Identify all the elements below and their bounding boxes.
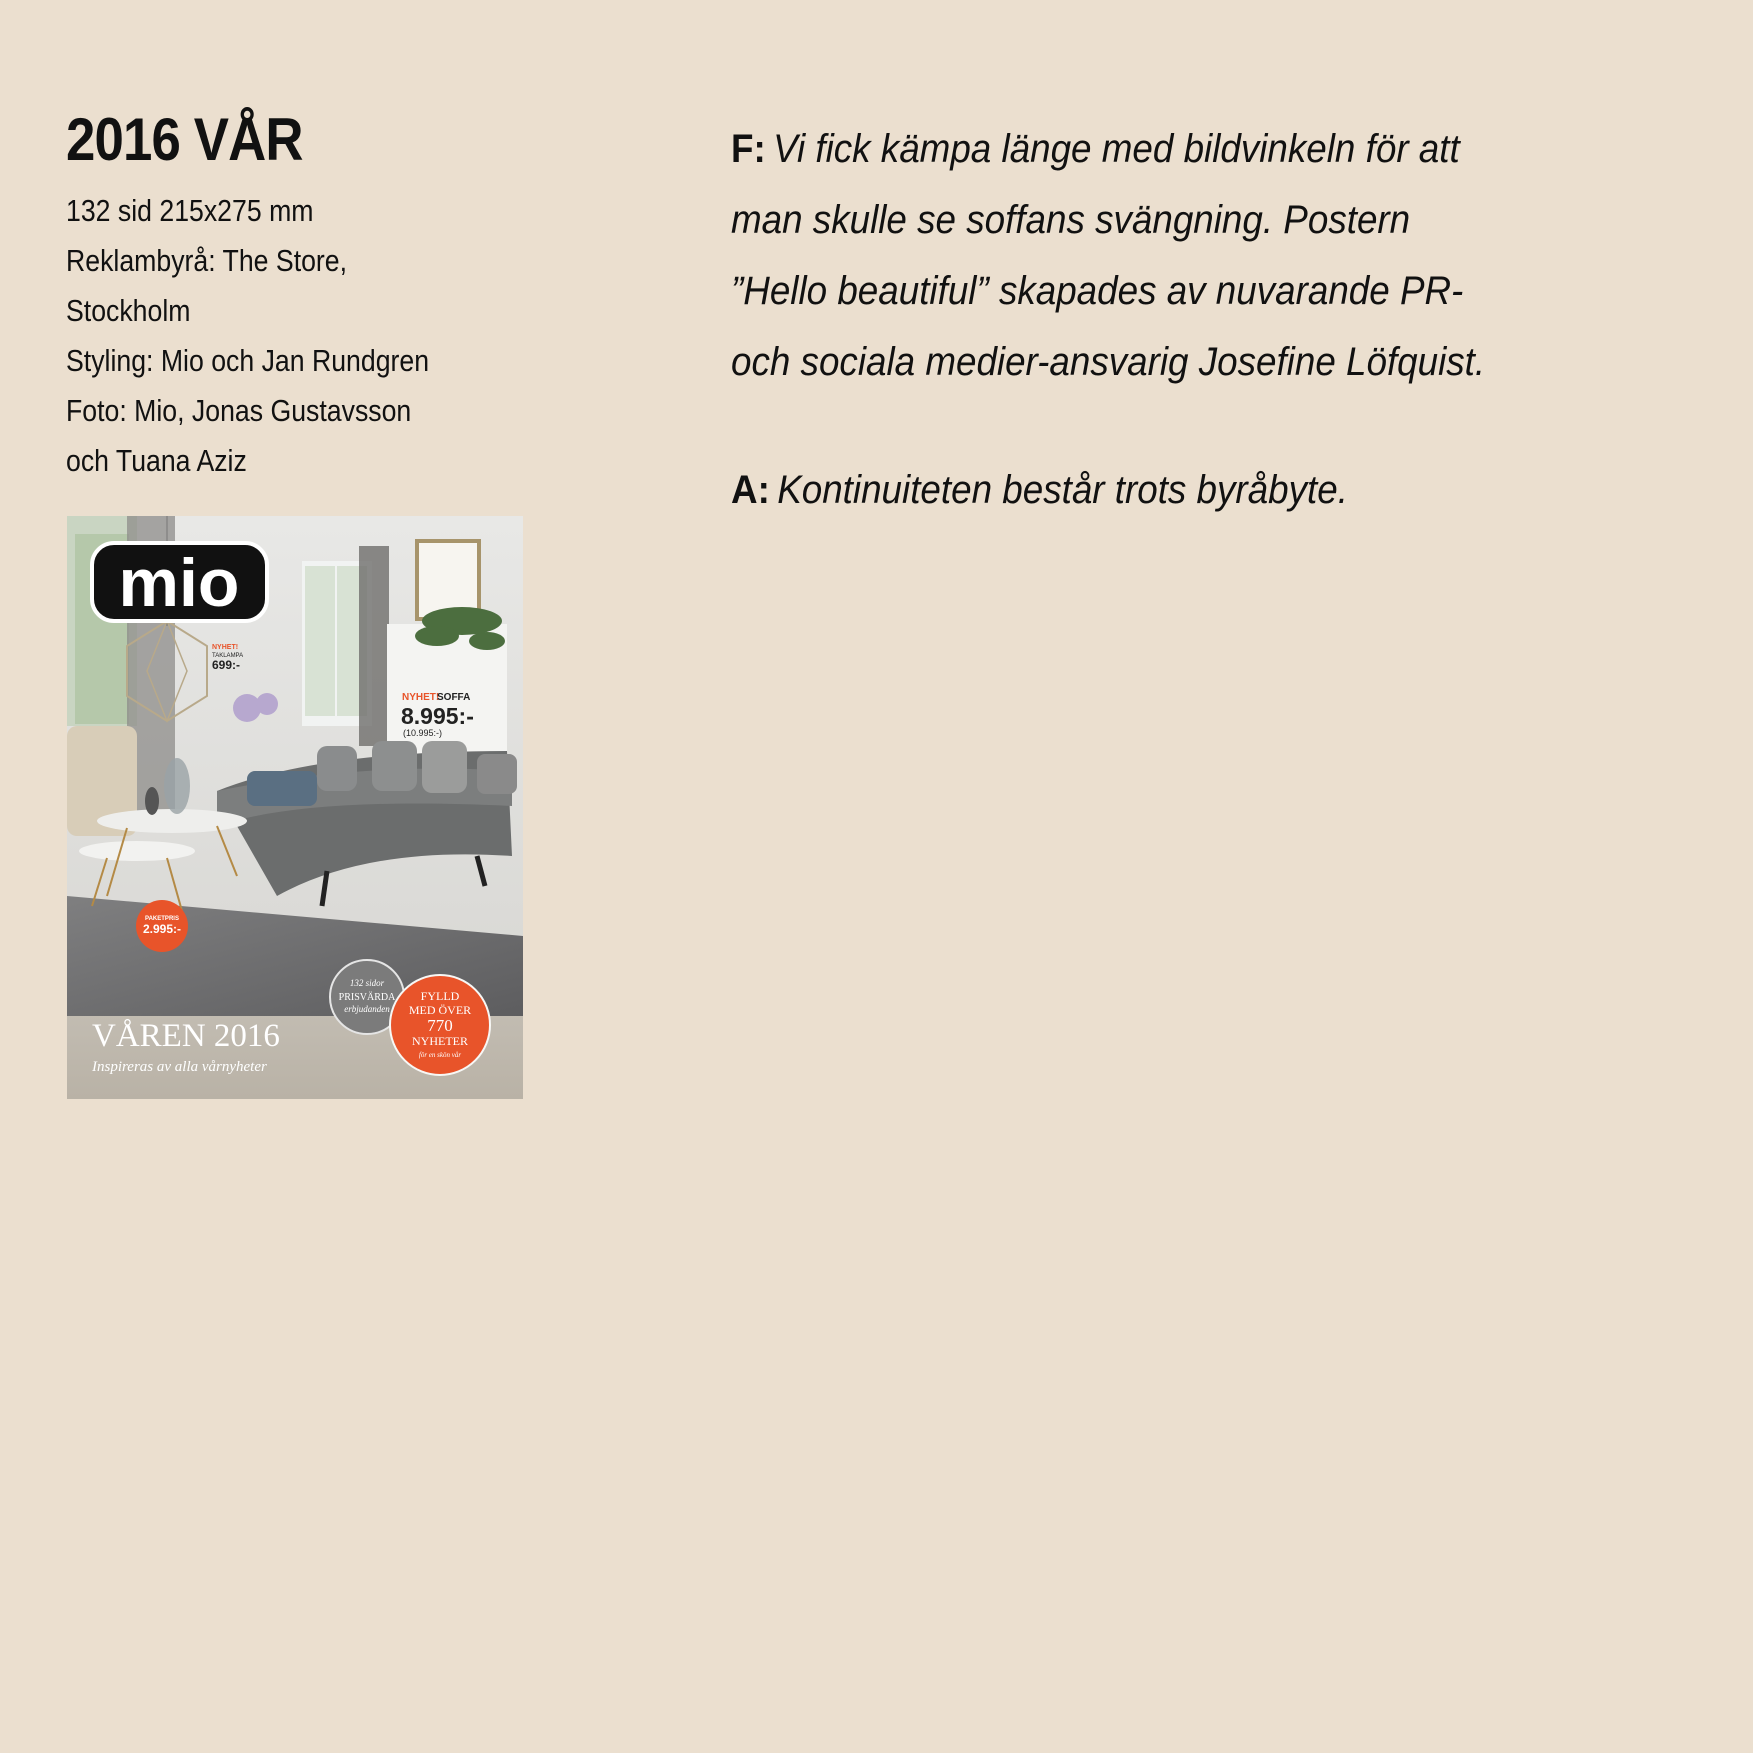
sofa-badge-product: SOFFA xyxy=(437,692,471,703)
question-line: man skulle se soffans svängning. Postern xyxy=(731,198,1411,242)
question-line: Vi fick kämpa länge med bildvinkeln för att xyxy=(773,127,1460,171)
question-line: ”Hello beautiful” skapades av nuvarande PR- xyxy=(731,269,1464,313)
meta-line: Stockholm xyxy=(66,293,191,328)
entry-info xyxy=(66,100,586,486)
sofa-badge-price: 8.995:- xyxy=(401,703,474,729)
question-label: F: xyxy=(731,127,766,171)
grey-badge-line: PRISVÄRDA xyxy=(338,992,396,1003)
orange-badge-line: för en skön vår xyxy=(418,1051,462,1059)
entry-meta xyxy=(66,186,586,486)
answer-label: A: xyxy=(731,468,770,512)
catalog-cover-image xyxy=(67,516,523,1099)
table-badge-price: 2.995:- xyxy=(142,922,182,936)
season-title: VÅREN 2016 xyxy=(92,1018,280,1054)
sofa-badge-old-price: (10.995:-) xyxy=(403,728,443,738)
meta-line: Reklambyrå: The Store, xyxy=(66,243,348,278)
sofa-badge-label: NYHET! xyxy=(402,692,440,703)
answer-block xyxy=(731,455,1671,526)
meta-line: 132 sid 215x275 mm xyxy=(66,193,314,228)
grey-badge-line: 132 sidor xyxy=(349,978,385,988)
grey-badge-line: erbjudanden xyxy=(344,1004,390,1014)
orange-badge-line: NYHETER xyxy=(412,1034,468,1048)
question-line: och sociala medier-ansvarig Josefine Löfquist. xyxy=(731,340,1486,384)
interview xyxy=(731,114,1671,583)
meta-line: Styling: Mio och Jan Rundgren xyxy=(66,343,430,378)
orange-badge-line: FYLLD xyxy=(420,989,460,1003)
orange-badge-line: MED ÖVER xyxy=(408,1003,472,1017)
season-subtitle: Inspireras av alla vårnyheter xyxy=(92,1059,267,1075)
entry-title: 2016 VÅR xyxy=(66,106,303,173)
lamp-badge-label: NYHET! xyxy=(212,644,239,651)
lamp-badge-price: 699:- xyxy=(212,658,241,672)
answer-line: Kontinuiteten består trots byråbyte. xyxy=(777,468,1348,512)
orange-badge-line: 770 xyxy=(427,1016,453,1035)
mio-logo-text: mio xyxy=(118,545,240,621)
table-badge-label: PAKETPRIS xyxy=(145,916,179,922)
meta-line: Foto: Mio, Jonas Gustavsson xyxy=(66,393,412,428)
question-block xyxy=(731,114,1671,398)
meta-line: och Tuana Aziz xyxy=(66,443,247,478)
lamp-badge-product: TAKLAMPA xyxy=(212,653,244,659)
